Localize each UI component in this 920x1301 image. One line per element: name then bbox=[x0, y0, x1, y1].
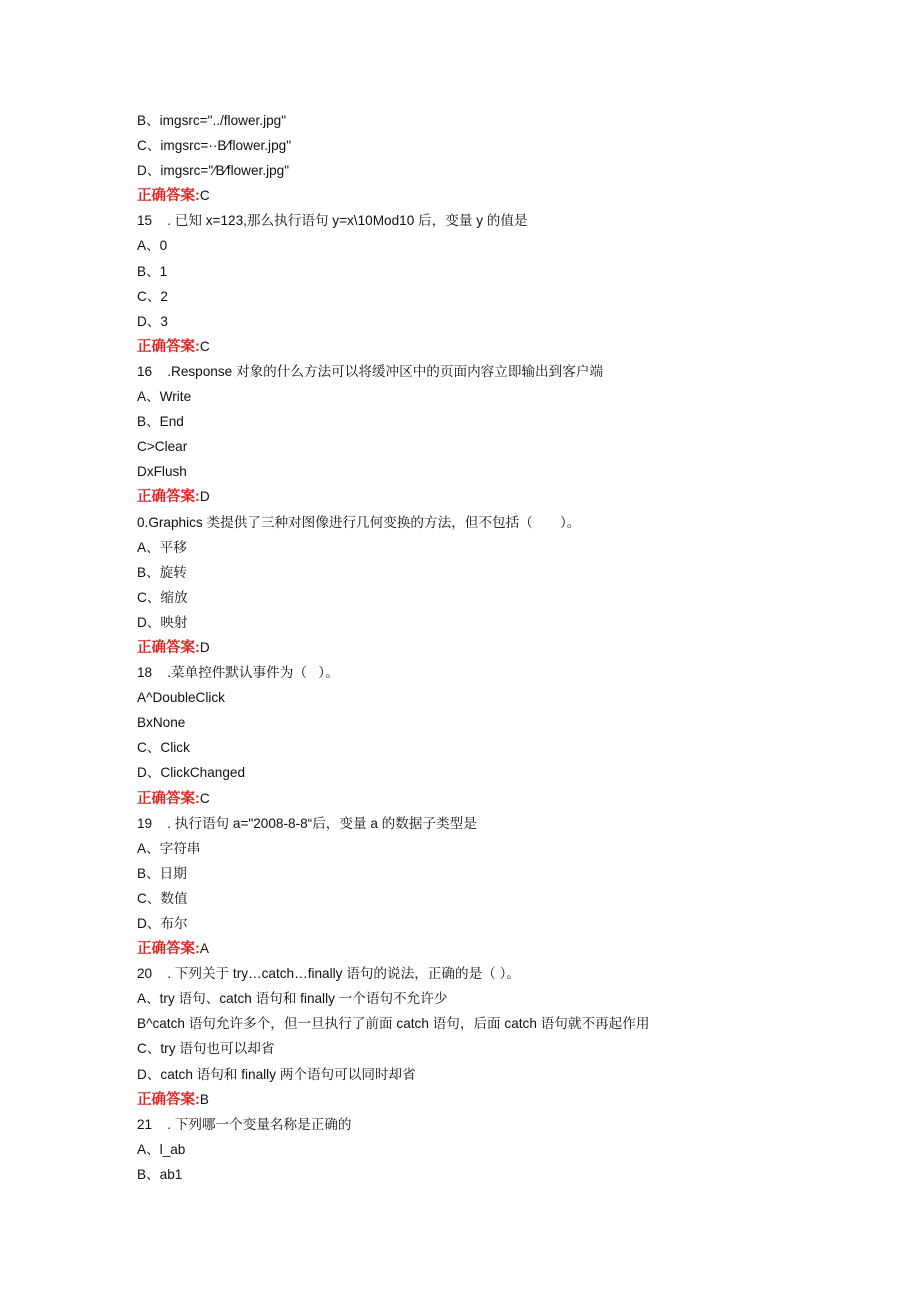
correct-answer bbox=[137, 183, 837, 208]
answer-option: C、2 bbox=[137, 288, 168, 304]
question-text: 21 . 下列哪一个变量名称是正确的 bbox=[137, 1116, 352, 1132]
answer-option: C>Clear bbox=[137, 439, 188, 455]
correct-answer bbox=[137, 786, 837, 811]
answer-option: C、数值 bbox=[137, 890, 188, 906]
answer-label: 正确答案: bbox=[137, 338, 200, 355]
question-text: 0.Graphics 类提供了三种对图像进行几何变换的方法，但不包括（ ）。 bbox=[137, 514, 581, 530]
answer-value: D bbox=[199, 489, 210, 505]
answer-label: 正确答案: bbox=[137, 1091, 200, 1108]
question-text: 18 .菜单控件默认事件为（ ）。 bbox=[137, 665, 339, 681]
answer-value: C bbox=[199, 790, 210, 806]
answer-option: D、布尔 bbox=[137, 916, 188, 931]
question-text: 20 . 下列关于 try…catch…finally 语句的说法，正确的是（ ）。 bbox=[137, 966, 520, 982]
answer-option: A、Write bbox=[137, 389, 192, 405]
answer-option: B^catch 语句允许多个，但一旦执行了前面 catch 语句，后面 catch 语句就不再起作用 bbox=[137, 1016, 650, 1032]
answer-option: C、try 语句也可以却省 bbox=[137, 1041, 275, 1057]
answer-option: A、l_ab bbox=[137, 1141, 186, 1157]
answer-option: D、catch 语句和 finally 两个语句可以同时却省 bbox=[137, 1066, 416, 1082]
answer-option: B、End bbox=[137, 414, 184, 430]
answer-option: A、字符串 bbox=[137, 840, 201, 856]
answer-option: B、1 bbox=[137, 263, 168, 279]
answer-label: 正确答案: bbox=[137, 941, 200, 958]
document-body bbox=[137, 108, 837, 1187]
answer-option: C、imgsrc=··B∕flower.jpg" bbox=[137, 138, 292, 154]
answer-option: B、旋转 bbox=[137, 564, 187, 580]
answer-option: A^DoubleClick bbox=[137, 690, 225, 706]
answer-option: B、imgsrc="../flower.jpg" bbox=[137, 113, 287, 128]
answer-option: D、3 bbox=[137, 313, 168, 329]
correct-answer bbox=[137, 1087, 837, 1112]
question-text: 16 .Response 对象的什么方法可以将缓冲区中的页面内容立即输出到客户端 bbox=[137, 363, 604, 379]
answer-value: C bbox=[199, 188, 210, 204]
correct-answer bbox=[137, 635, 837, 660]
answer-option: BxNone bbox=[137, 715, 186, 731]
answer-value: C bbox=[199, 338, 210, 354]
correct-answer bbox=[137, 936, 837, 961]
answer-option: D、imgsrc="∕B∕flower.jpg" bbox=[137, 163, 290, 179]
answer-label: 正确答案: bbox=[137, 790, 200, 807]
answer-option: C、缩放 bbox=[137, 589, 188, 605]
answer-option: D、映射 bbox=[137, 614, 188, 630]
answer-option: B、ab1 bbox=[137, 1166, 183, 1182]
question-text: 19 . 执行语句 a="2008-8-8“后，变量 a 的数据子类型是 bbox=[137, 815, 477, 831]
correct-answer bbox=[137, 484, 837, 509]
answer-option: A、try 语句、catch 语句和 finally 一个语句不允许少 bbox=[137, 991, 448, 1007]
answer-value: A bbox=[199, 941, 209, 957]
answer-option: D、ClickChanged bbox=[137, 765, 246, 781]
answer-option: C、Click bbox=[137, 740, 190, 756]
answer-value: D bbox=[199, 639, 210, 655]
answer-option: B、日期 bbox=[137, 865, 187, 881]
correct-answer bbox=[137, 334, 837, 359]
answer-option: DxFlush bbox=[137, 464, 187, 480]
answer-label: 正确答案: bbox=[137, 188, 200, 205]
answer-option: A、0 bbox=[137, 238, 168, 254]
answer-option: A、平移 bbox=[137, 539, 187, 555]
answer-value: B bbox=[199, 1091, 209, 1107]
answer-label: 正确答案: bbox=[137, 639, 200, 656]
question-text: 15 . 已知 x=123,那么执行语句 y=x\10Mod10 后，变量 y 的值是 bbox=[137, 213, 528, 229]
answer-label: 正确答案: bbox=[137, 489, 200, 506]
